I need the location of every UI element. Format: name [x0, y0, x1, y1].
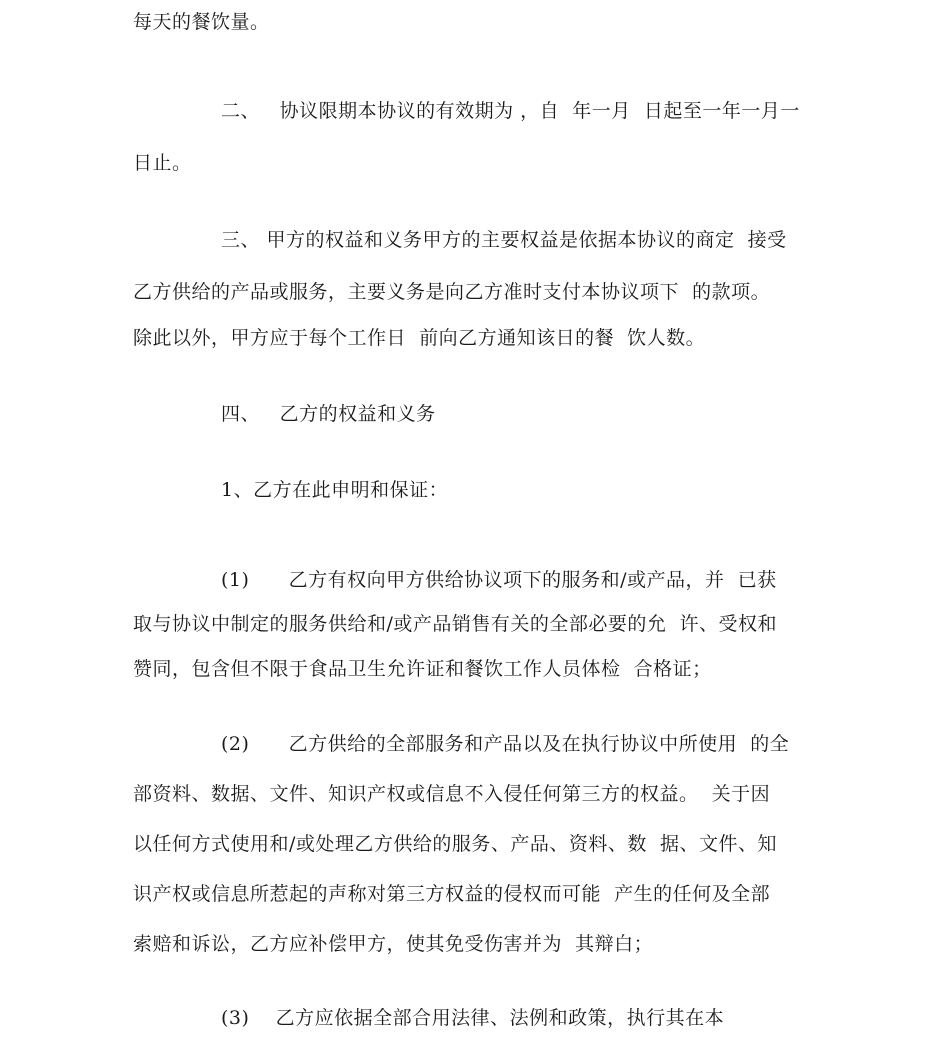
text-line: 索赔和诉讼，乙方应补偿甲方，使其免受伤害并为 其辩白； [133, 933, 654, 955]
text-line: 每天的餐饮量。 [133, 11, 270, 33]
text-line: 赞同，包含但不限于食品卫生允许证和餐饮工作人员体检 合格证； [133, 658, 712, 680]
section-2-heading: 二、 协议限期本协议的有效期为 ，自 年一月 日起至一年一月一 [221, 100, 800, 122]
item-1-line: (1) 乙方有权向甲方供给协议项下的服务和/或产品，并 已获 [221, 569, 777, 591]
text-line: 乙方供给的产品或服务，主要义务是向乙方准时支付本协议项下 的款项。 [133, 281, 771, 303]
section-4-heading: 四、 乙方的权益和义务 [221, 403, 436, 425]
text-line: 识产权或信息所惹起的声称对第三方权益的侵权而可能 产生的任何及全部 [133, 883, 771, 905]
item-2-line: (2) 乙方供给的全部服务和产品以及在执行协议中所使用 的全 [221, 733, 790, 755]
section-3-heading: 三、 甲方的权益和义务甲方的主要权益是依据本协议的商定 接受 [221, 229, 787, 251]
text-line: 取与协议中制定的服务供给和/或产品销售有关的全部必要的允 许、受权和 [133, 613, 777, 635]
text-line: 日止。 [133, 152, 192, 174]
item-3-line: (3) 乙方应依据全部合用法律、法例和政策，执行其在本 [221, 1007, 725, 1029]
text-line: 部资料、数据、文件、知识产权或信息不入侵任何第三方的权益。 关于因 [133, 783, 771, 805]
text-line: 除此以外，甲方应于每个工作日 前向乙方通知该日的餐 饮人数。 [133, 327, 706, 349]
text-line: 以任何方式使用和/或处理乙方供给的服务、产品、资料、数 据、文件、知 [133, 833, 777, 855]
clause-1-heading: 1、乙方在此申明和保证： [221, 479, 449, 501]
